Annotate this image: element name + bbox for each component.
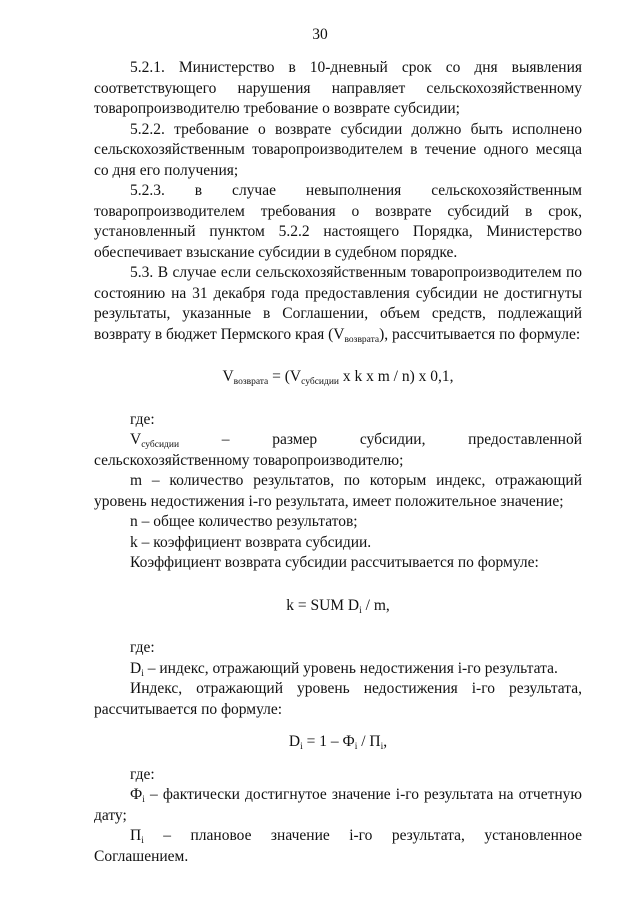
paragraph-5-2-1: 5.2.1. Министерство в 10-дневный срок со дня выявления соответствующего нарушения направляет сельскохозяйственному товаропроизводителю требование о возврате субсидии;	[94, 59, 582, 117]
document-body	[94, 58, 582, 867]
d-intro: Индекс, отражающий уровень недостижения i-го результата, рассчитывается по формуле:	[94, 680, 582, 718]
formula-k: k = SUM $D_i$ / m,	[286, 596, 390, 616]
definition-d: $D_i$ – индекс, отражающий уровень недостижения i-го результата.	[130, 659, 558, 679]
formula-d: $D_i = 1 - Ф_i / П_i$,	[288, 733, 388, 752]
definition-m: m – количество результатов, по которым индекс, отражающий уровень недостижения i-го результата, имеет положительное значение;	[94, 472, 582, 510]
paragraph-5-2-3: 5.2.3. в случае невыполнения сельскохозяйственным товаропроизводителем требования о возврате субсидий в срок, установленный пунктом 5.2.2 настоящего Порядка, Министерство обеспечивает взыскание субсидии в судебном порядке.	[94, 182, 582, 261]
definition-n: n – общее количество результатов;	[130, 513, 358, 530]
where-label-2: где:	[130, 639, 155, 656]
where-label-3: где:	[130, 765, 155, 783]
paragraph-5-3: 5.3. В случае если сельскохозяйственным товаропроизводителем по состоянию на 31 декабря года предоставления субсидии не достигнуты результаты, указанные в Соглашении, объем средств, подлежащий возврату в бюджет Пермского края $(V_{возврата})$, рассчитывается по формуле:	[94, 264, 582, 345]
paragraph-5-2-2: 5.2.2. требование о возврате субсидии должно быть исполнено сельскохозяйственным товаропроизводителем в течение одного месяца со дня его получения;	[94, 120, 582, 179]
k-intro: Коэффициент возврата субсидии рассчитывается по формуле:	[130, 554, 539, 571]
page-number: 30	[312, 26, 328, 43]
where-label-1: где:	[130, 410, 155, 428]
definition-p: $П_i$ – плановое значение i-го результата, установленное Соглашением.	[94, 827, 582, 865]
definition-v-subsidy: $V_{субсидии}$ – размер субсидии, предоставленной сельскохозяйственному товаропроизводителю;	[94, 431, 582, 469]
definition-f: $Ф_i$ – фактически достигнутое значение i-го результата на отчетную дату;	[94, 786, 582, 824]
definition-k: k – коэффициент возврата субсидии.	[130, 533, 372, 551]
formula-v-return: $V_{возврата} = (V_{субсидии}$ x k x m / n) x 0,1,	[222, 368, 454, 387]
